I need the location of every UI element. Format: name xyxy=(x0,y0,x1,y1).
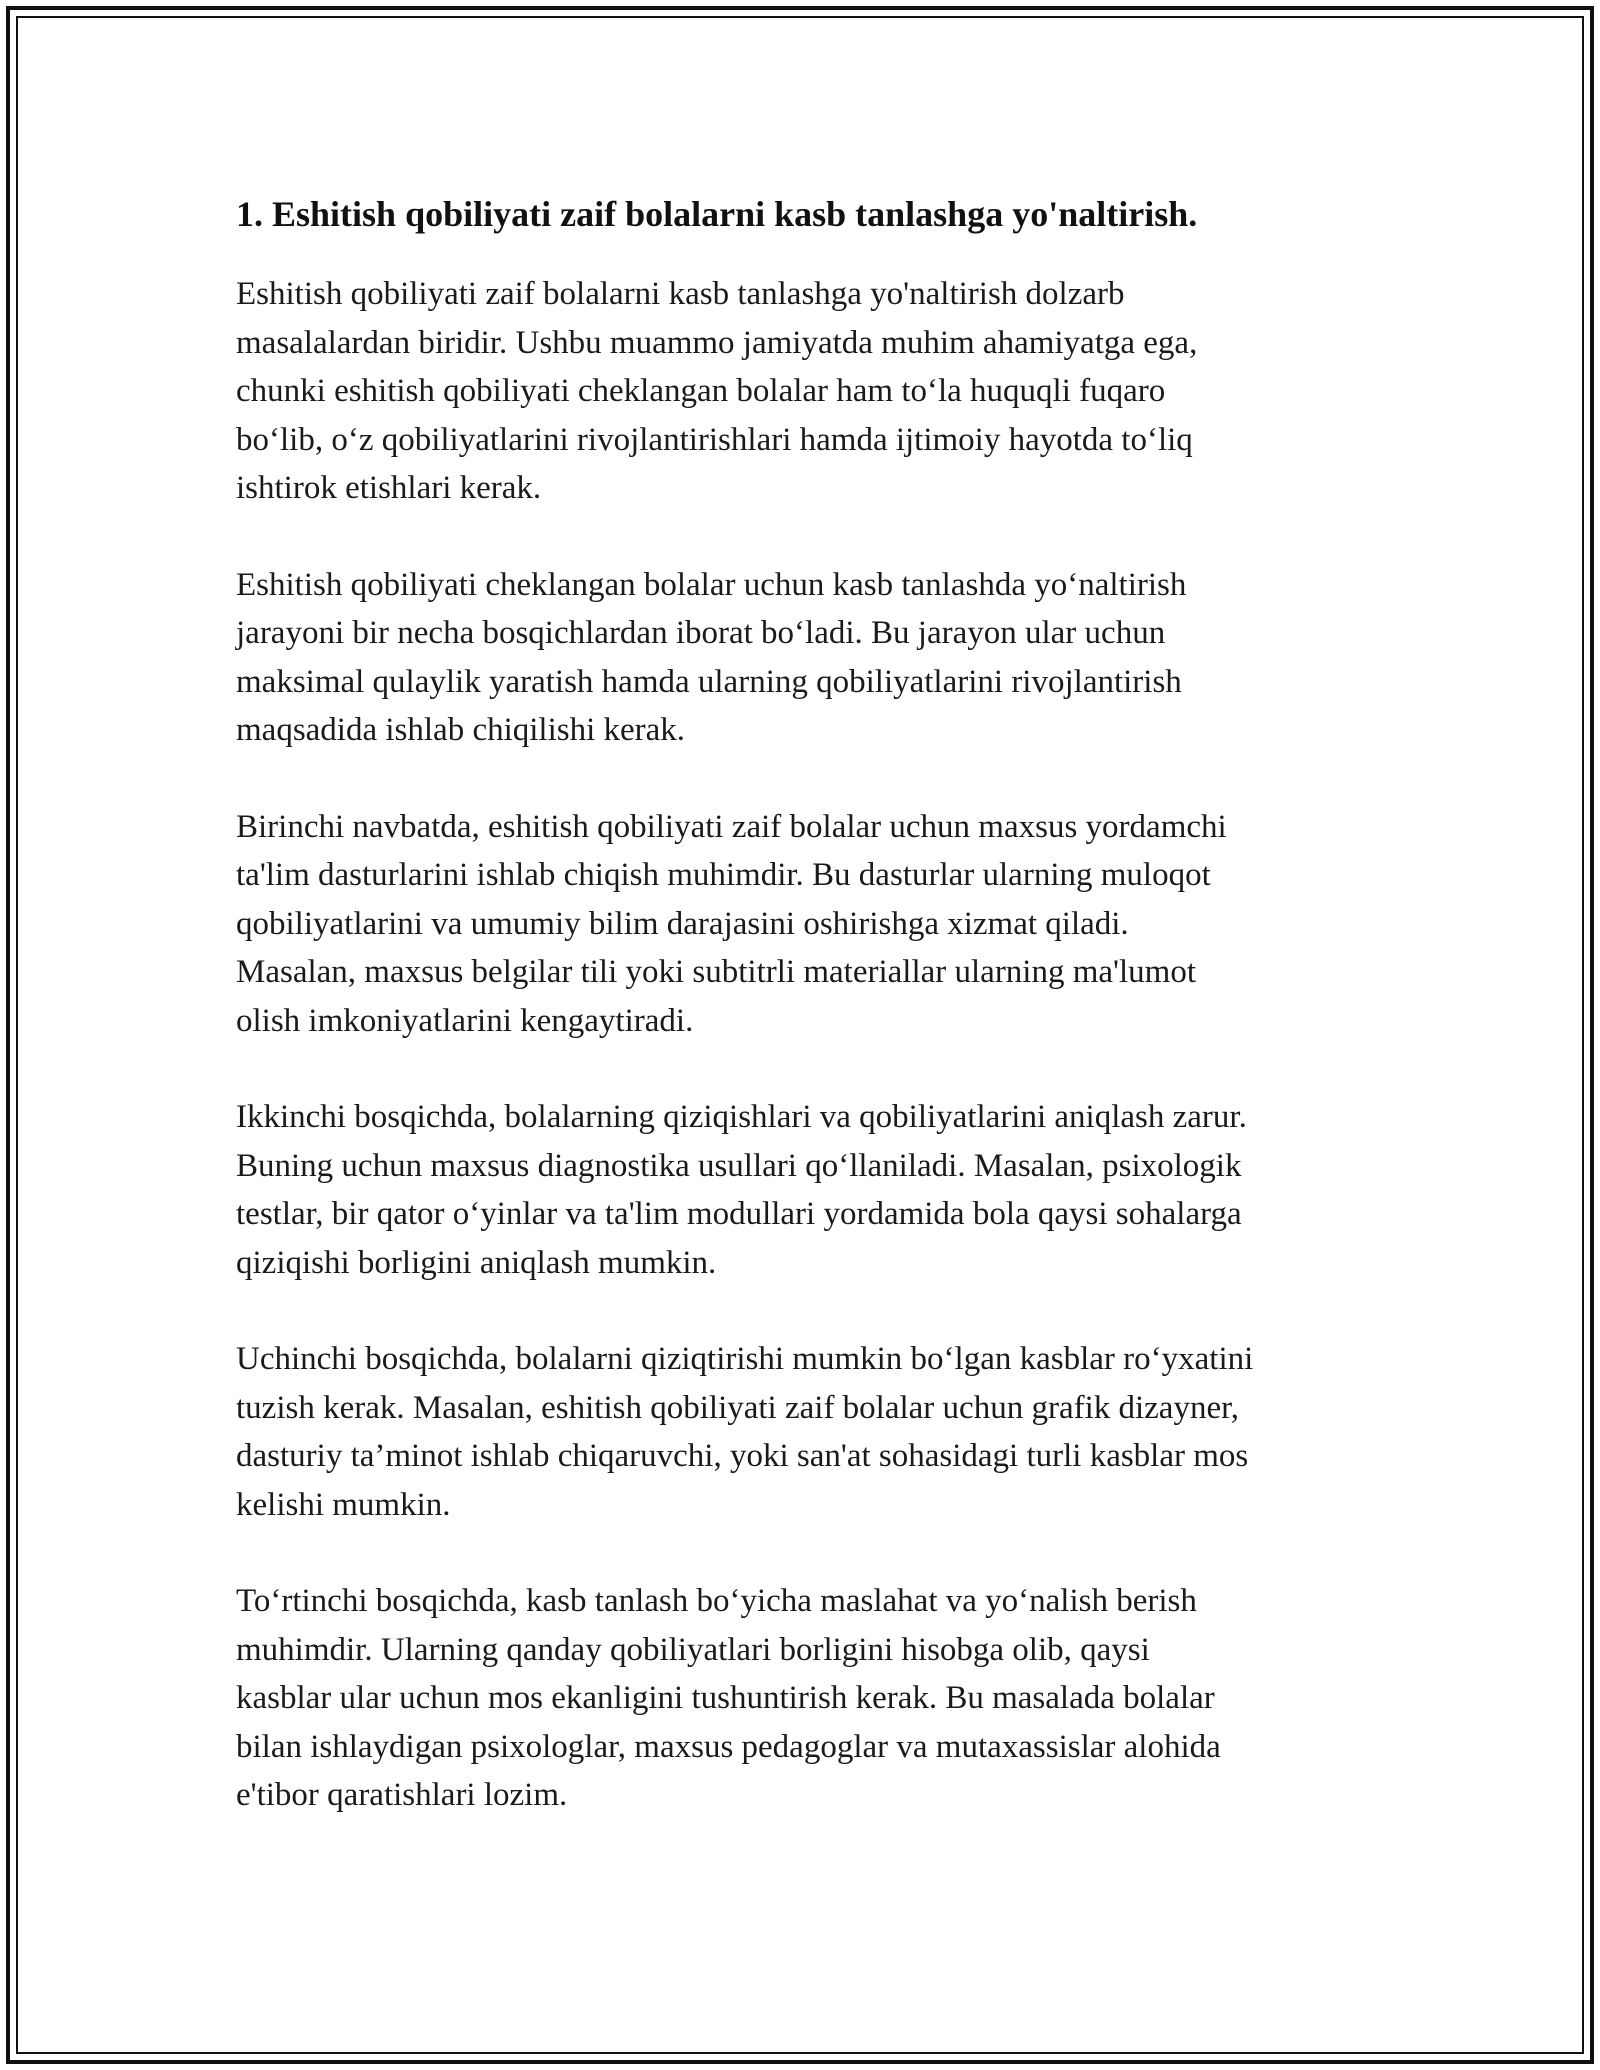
paragraph-line: ta'lim dasturlarini ishlab chiqish muhimdir. Bu dasturlar ularning muloqot xyxy=(236,857,1211,893)
paragraph-1 xyxy=(236,270,1386,513)
paragraph-line: Birinchi navbatda, eshitish qobiliyati zaif bolalar uchun maxsus yordamchi xyxy=(236,808,1227,845)
paragraph-line: bilan ishlaydigan psixologlar, maxsus pedagoglar va mutaxassislar alohida xyxy=(236,1728,1221,1765)
paragraph-line: ishtirok etishlari kerak. xyxy=(236,470,542,506)
paragraph-line: Buning uchun maxsus diagnostika usullari qo‘llaniladi. Masalan, psixologik xyxy=(236,1147,1242,1184)
paragraph-line: maksimal qulaylik yaratish hamda ularning qobiliyatlarini rivojlantirish xyxy=(236,663,1182,700)
paragraph-line: To‘rtinchi bosqichda, kasb tanlash bo‘yicha maslahat va yo‘nalish berish xyxy=(236,1583,1197,1619)
paragraph-line: qiziqishi borligini aniqlash mumkin. xyxy=(236,1244,717,1281)
paragraph-line: qobiliyatlarini va umumiy bilim darajasini oshirishga xizmat qiladi. xyxy=(236,905,1129,942)
paragraph-line: tuzish kerak. Masalan, eshitish qobiliyati zaif bolalar uchun grafik dizayner, xyxy=(236,1389,1240,1426)
paragraph-line: kasblar ular uchun mos ekanligini tushuntirish kerak. Bu masalada bolalar xyxy=(236,1680,1215,1716)
paragraph-line: dasturiy ta’minot ishlab chiqaruvchi, yoki san'at sohasidagi turli kasblar mos xyxy=(236,1438,1249,1474)
paragraph-line: Ikkinchi bosqichda, bolalarning qiziqishlari va qobiliyatlarini aniqlash zarur. xyxy=(236,1099,1247,1135)
document-heading: 1. Eshitish qobiliyati zaif bolalarni kasb tanlashga yo'naltirish. xyxy=(236,194,1198,234)
paragraph-line: Eshitish qobiliyati zaif bolalarni kasb tanlashga yo'naltirish dolzarb xyxy=(236,276,1125,312)
paragraph-2 xyxy=(236,561,1386,755)
paragraph-line: Eshitish qobiliyati cheklangan bolalar uchun kasb tanlashda yo‘naltirish xyxy=(236,566,1187,603)
paragraph-line: Masalan, maxsus belgilar tili yoki subtitrli materiallar ularning ma'lumot xyxy=(236,954,1196,990)
paragraph-line: chunki eshitish qobiliyati cheklangan bolalar ham to‘la huquqli fuqaro xyxy=(236,373,1166,409)
document-body xyxy=(236,190,1386,1868)
paragraph-line: jarayoni bir necha bosqichlardan iborat bo‘ladi. Bu jarayon ular uchun xyxy=(236,615,1166,651)
paragraph-line: maqsadida ishlab chiqilishi kerak. xyxy=(236,712,686,748)
paragraph-5 xyxy=(236,1335,1386,1529)
paragraph-6 xyxy=(236,1577,1386,1820)
paragraph-line: muhimdir. Ularning qanday qobiliyatlari borligini hisobga olib, qaysi xyxy=(236,1631,1150,1668)
paragraph-line: testlar, bir qator o‘yinlar va ta'lim modullari yordamida bola qaysi sohalarga xyxy=(236,1196,1242,1232)
paragraph-line: olish imkoniyatlarini kengaytiradi. xyxy=(236,1002,694,1039)
paragraph-line: kelishi mumkin. xyxy=(236,1486,451,1523)
paragraph-4 xyxy=(236,1093,1386,1287)
paragraph-line: masalalardan biridir. Ushbu muammo jamiyatda muhim ahamiyatga ega, xyxy=(236,324,1198,361)
paragraph-line: e'tibor qaratishlari lozim. xyxy=(236,1777,568,1813)
paragraph-3 xyxy=(236,803,1386,1046)
paragraph-line: bo‘lib, o‘z qobiliyatlarini rivojlantirishlari hamda ijtimoiy hayotda to‘liq xyxy=(236,421,1193,458)
paragraph-line: Uchinchi bosqichda, bolalarni qiziqtirishi mumkin bo‘lgan kasblar ro‘yxatini xyxy=(236,1341,1254,1377)
